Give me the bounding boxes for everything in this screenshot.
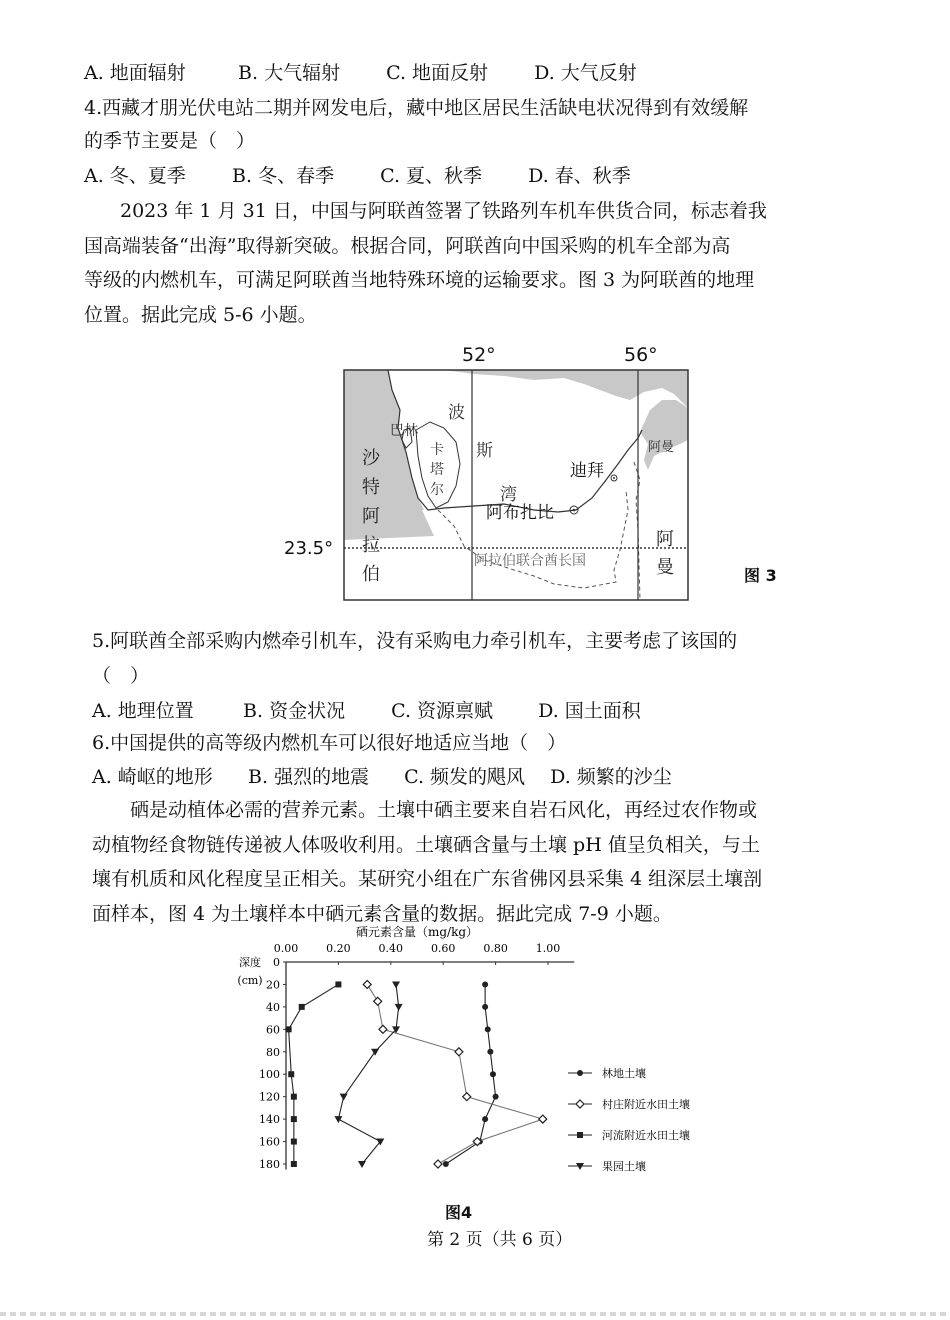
oman-char: 阿 [656,529,674,550]
lat-label: 23.5° [284,538,334,559]
data-point-circle [485,1026,491,1032]
legend-label: 果园土壤 [602,1160,646,1173]
x-tick-label: 0.00 [273,942,299,955]
label-qatar [430,440,444,500]
chart-caption: 图4 [445,1203,473,1222]
legend-marker-diamond [576,1100,584,1108]
passage2-line1: 硒是动植体必需的营养元素。土壤中硒主要来自岩石风化，再经过农作物或 [130,799,758,821]
passage1-line3: 等级的内燃机车，可满足阿联酋当地特殊环境的运输要求。图 3 为阿联酋的地理 [84,269,755,291]
data-point-diamond [363,980,371,988]
q5-stem: 5.阿联酋全部采购内燃牵引机车，没有采购电力牵引机车，主要考虑了该国的 [92,630,738,652]
data-point-diamond [463,1093,471,1101]
q6-options [92,765,672,789]
data-point-diamond [539,1115,547,1123]
y-tick-label: 180 [259,1158,280,1171]
data-point-triangle [358,1161,366,1168]
chart-title: 硒元素含量（mg/kg） [355,925,479,939]
q4-option-d[interactable]: D. 春、秋季 [528,165,631,187]
y-axis-depth-label: 深度 [239,956,261,969]
passage1-line4: 位置。据此完成 5-6 小题。 [84,304,317,326]
q4-option-a[interactable]: A. 冬、夏季 [84,165,186,187]
label-oman [656,526,674,582]
data-point-triangle [392,981,400,988]
data-point-square [286,1026,292,1032]
x-tick-label: 0.40 [378,942,404,955]
passage2-line2: 动植物经食物链传递被人体吸收利用。土壤硒含量与土壤 pH 值呈负相关，与土 [92,834,760,856]
musandam [640,400,688,470]
data-point-square [291,1116,297,1122]
passage1-line1: 2023 年 1 月 31 日，中国与阿联酋签署了铁路列车机车供货合同，标志着我 [120,200,767,222]
q4-option-b[interactable]: B. 冬、春季 [232,165,335,187]
q5-option-b[interactable]: B. 资金状况 [243,700,346,722]
data-point-diamond [374,997,382,1005]
data-point-triangle [395,1004,403,1011]
q4-stem-line1: 4.西藏才朋光伏电站二期并网发电后，藏中地区居民生活缺电状况得到有效缓解 [84,97,749,119]
series-line-4 [338,984,398,1164]
q3-option-c[interactable]: C. 地面反射 [386,62,489,84]
q5-paren: （ ） [92,665,150,687]
qatar-char: 尔 [430,482,444,498]
legend-marker-circle [577,1070,583,1076]
saudi-char: 阿 [362,506,380,527]
y-tick-label: 60 [266,1023,280,1037]
label-wan: 湾 [500,485,517,505]
data-point-diamond [379,1025,387,1033]
q6-option-d[interactable]: D. 频繁的沙尘 [550,766,672,788]
data-point-circle [487,1049,493,1055]
label-oman-top: 阿曼 [648,440,675,455]
x-tick-label: 1.00 [535,942,561,955]
abudhabi-marker-dot [573,509,576,512]
series-line-2 [367,984,543,1164]
dubai-marker-dot [613,477,615,479]
q5-options [92,699,641,723]
data-point-circle [493,1094,499,1100]
data-point-triangle [340,1094,348,1101]
data-point-square [335,981,341,987]
data-point-square [288,1071,294,1077]
passage1-line2: 国高端装备“出海”取得新突破。根据合同，阿联酋向中国采购的机车全部为高 [84,235,731,257]
saudi-char: 拉 [362,535,380,556]
y-tick-label: 40 [266,1000,280,1014]
series-line-3 [289,984,339,1164]
y-tick-label: 160 [259,1135,280,1149]
legend-label: 村庄附近水田土壤 [602,1098,690,1111]
oman-char: 曼 [656,557,674,578]
x-tick-label: 0.20 [326,942,351,955]
data-point-square [299,1004,305,1010]
series-line-1 [446,984,496,1164]
label-bahrain: 巴林 [390,423,418,439]
q6-option-a[interactable]: A. 崎岖的地形 [92,766,213,788]
data-point-circle [482,981,488,987]
map-caption: 图 3 [744,566,777,585]
saudi-char: 沙 [362,448,380,469]
page-footer: 第 2 页（共 6 页） [427,1230,573,1250]
q4-options [84,164,631,188]
scan-edge [0,1312,950,1316]
x-tick-label: 0.60 [430,942,456,955]
label-abudhabi: 阿布扎比 [486,503,554,523]
q5-option-c[interactable]: C. 资源禀赋 [391,700,494,722]
uae-map [284,344,688,600]
y-tick-label: 120 [259,1090,280,1104]
data-point-circle [482,1116,488,1122]
y-tick-label: 0 [273,956,280,969]
q3-options [84,61,637,85]
q3-option-a[interactable]: A. 地面辐射 [84,62,186,84]
label-si: 斯 [476,441,493,461]
data-point-square [291,1094,297,1100]
q5-option-a[interactable]: A. 地理位置 [92,700,194,722]
data-point-diamond [434,1160,442,1168]
data-point-circle [443,1161,449,1167]
legend-label: 河流附近水田土壤 [602,1129,690,1142]
q6-stem: 6.中国提供的高等级内燃机车可以很好地适应当地（ ） [92,732,567,754]
y-tick-label: 80 [266,1045,280,1059]
legend-marker-square [577,1132,583,1138]
q3-option-d[interactable]: D. 大气反射 [534,62,637,84]
q5-option-d[interactable]: D. 国土面积 [538,700,641,722]
saudi-char: 特 [362,477,380,498]
y-tick-label: 20 [266,978,280,992]
y-axis-unit-label: (cm) [237,974,263,987]
label-uae: 阿拉伯联合酋长国 [474,553,586,569]
q6-option-c[interactable]: C. 频发的飓风 [404,766,526,788]
label-saudi [362,444,380,589]
qatar-char: 卡 [430,442,444,458]
label-dubai: 迪拜 [570,461,604,481]
data-point-diamond [455,1048,463,1056]
passage2-line4: 面样本，图 4 为土壤样本中硒元素含量的数据。据此完成 7-9 小题。 [92,903,672,925]
y-tick-label: 100 [259,1068,280,1082]
data-point-square [291,1139,297,1145]
data-point-square [291,1161,297,1167]
data-point-circle [482,1004,488,1010]
q4-stem-line2: 的季节主要是（ ） [84,130,256,152]
passage2-line3: 壤有机质和风化程度呈正相关。某研究小组在广东省佛冈县采集 4 组深层土壤剖 [92,868,763,890]
lon-52-label: 52° [462,344,496,366]
y-tick-label: 140 [259,1113,280,1127]
data-point-circle [490,1071,496,1077]
legend-label: 林地土壤 [602,1067,646,1080]
lon-56-label: 56° [624,344,658,366]
qatar-char: 塔 [430,462,444,478]
q6-option-b[interactable]: B. 强烈的地震 [248,766,370,788]
selenium-chart [230,925,790,1180]
data-point-triangle [371,1049,379,1056]
saudi-char: 伯 [362,564,380,585]
label-bo: 波 [448,403,465,423]
data-point-triangle [334,1116,342,1123]
q3-option-b[interactable]: B. 大气辐射 [238,62,341,84]
x-tick-label: 0.80 [483,942,508,955]
q4-option-c[interactable]: C. 夏、秋季 [380,165,483,187]
